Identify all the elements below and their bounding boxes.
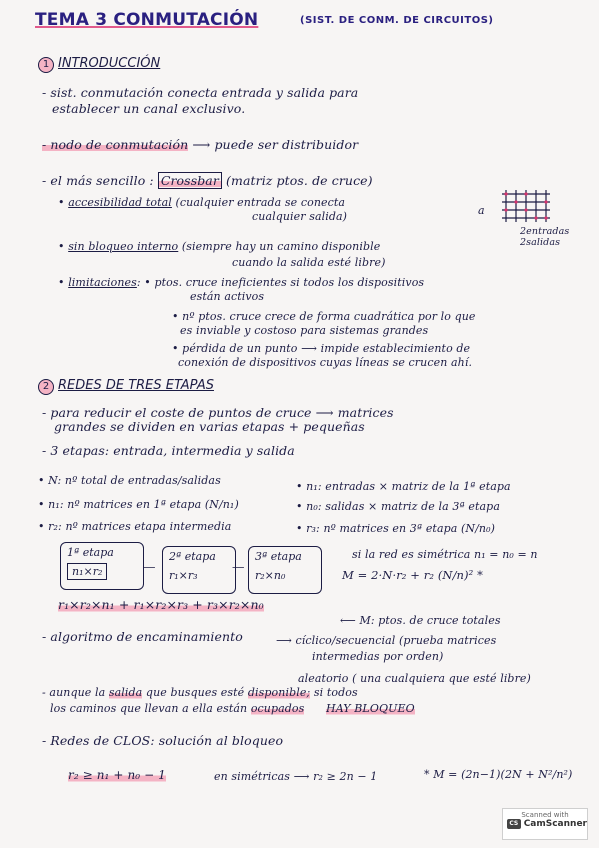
- definition: • N: nº total de entradas/salidas: [38, 474, 221, 487]
- text: (matriz ptos. de cruce): [226, 173, 373, 188]
- grid-caption: 2entradas 2salidas: [520, 226, 570, 248]
- camscanner-badge: [502, 808, 588, 840]
- highlight-text: disponible;: [247, 686, 311, 699]
- text-line: [42, 406, 394, 420]
- section-title: REDES DE TRES ETAPAS: [58, 378, 214, 393]
- crossbar-box: Crossbar: [158, 172, 222, 189]
- definition: • n₁: nº matrices en 1ª etapa (N/n₁): [38, 498, 239, 511]
- text-line: están activos: [190, 290, 265, 303]
- text: ⟶ matrices: [315, 405, 394, 420]
- section-1-heading: [38, 56, 160, 73]
- underlined-text: accesibilidad total: [68, 196, 172, 209]
- text: - el más sencillo :: [42, 173, 154, 188]
- bullet: • accesibilidad total (cualquier entrada se conecta: [58, 196, 346, 209]
- symmetric-note: si la red es simétrica n₁ = n₀ = n: [352, 548, 538, 561]
- underlined-text: sin bloqueo interno: [68, 240, 179, 253]
- highlight-text: HAY BLOQUEO: [326, 702, 415, 715]
- highlight-text: ocupados: [250, 702, 305, 715]
- camscanner-icon: CS: [507, 819, 521, 829]
- bullet: • sin bloqueo interno (siempre hay un camino disponible: [58, 240, 381, 253]
- text: los caminos que llevan a ella están: [50, 702, 248, 715]
- formula: en simétricas ⟶ r₂ ≥ 2n − 1: [214, 770, 378, 783]
- definition: • n₁: entradas × matriz de la 1ª etapa: [296, 480, 511, 493]
- text-line: [42, 630, 243, 644]
- highlight-text: r₂ ≥ n₁ + n₀ − 1: [68, 768, 166, 782]
- formula: [68, 768, 166, 782]
- definition: • r₂: nº matrices etapa intermedia: [38, 520, 232, 533]
- text-line: grandes se dividen en varias etapas + pequeñas: [54, 419, 365, 434]
- definition: • n₀: salidas × matriz de la 3ª etapa: [296, 500, 500, 513]
- crossbar-grid-icon: [500, 186, 552, 226]
- text: que busques esté: [145, 686, 245, 699]
- page-subtitle: (SIST. DE CONM. DE CIRCUITOS): [300, 15, 494, 26]
- scanner-caption: Scanned with: [521, 811, 569, 819]
- text-line: establecer un canal exclusivo.: [52, 101, 246, 116]
- stage-box-1: [60, 542, 144, 590]
- text: - para reducir el coste de puntos de cruce: [42, 405, 312, 420]
- bullet: • limitaciones: • ptos. cruce ineficientes si todos los dispositivos: [58, 276, 425, 289]
- connector: —: [143, 559, 156, 574]
- text-line: cuando la salida esté libre): [232, 256, 386, 269]
- text-line: [42, 686, 358, 699]
- text-line: conexión de dispositivos cuyas líneas se crucen ahí.: [178, 356, 473, 369]
- text-line: ⟵ M: ptos. de cruce totales: [340, 614, 501, 627]
- stage-box-2: [162, 546, 236, 594]
- stage-box-3: [248, 546, 322, 594]
- underlined-text: limitaciones: [68, 276, 137, 289]
- arrow-label: a: [478, 204, 485, 217]
- scanner-brand: [507, 819, 587, 829]
- text-line: [42, 138, 358, 152]
- scanner-brand-label: CamScanner: [523, 819, 587, 829]
- text-line: es inviable y costoso para sistemas grandes: [180, 324, 429, 337]
- text-line: [50, 702, 415, 715]
- section-number: 2: [38, 379, 54, 395]
- formula: * M = (2n−1)(2N + N²/n²): [424, 768, 573, 781]
- text: ⟶ puede ser distribuidor: [192, 137, 359, 152]
- stage-value: r₂×n₀: [255, 569, 286, 582]
- stage-title: 1ª etapa: [67, 546, 114, 559]
- highlight-text: r₁×r₂×n₁ + r₁×r₂×r₃ + r₃×r₂×n₀: [58, 597, 264, 612]
- connector: —: [232, 559, 245, 574]
- definition: • r₃: nº matrices en 3ª etapa (N/n₀): [296, 522, 496, 535]
- highlight-text: - nodo de conmutación: [42, 137, 189, 152]
- text-line: cualquier salida): [252, 210, 348, 223]
- text-line: • nº ptos. cruce crece de forma cuadrática por lo que: [172, 310, 476, 323]
- stage-value: r₁×r₃: [169, 569, 198, 582]
- stage-title: 3ª etapa: [255, 550, 302, 563]
- text: : • ptos. cruce ineficientes si todos los dispositivos: [136, 276, 425, 289]
- page-title: TEMA 3 CONMUTACIÓN: [35, 10, 259, 30]
- section-title: INTRODUCCIÓN: [58, 56, 161, 71]
- text: si todos: [313, 686, 358, 699]
- section-number: 1: [38, 57, 54, 73]
- stage-title: 2ª etapa: [169, 550, 216, 563]
- section-2-heading: [38, 378, 214, 395]
- text: - algoritmo de encaminamiento: [42, 629, 243, 644]
- text: (cualquier entrada se conecta: [175, 196, 346, 209]
- text: (siempre hay un camino disponible: [181, 240, 381, 253]
- highlight-text: salida: [108, 686, 143, 699]
- formula: M = 2·N·r₂ + r₂ (N/n)² *: [342, 568, 483, 582]
- text-line: - Redes de CLOS: solución al bloqueo: [42, 733, 284, 748]
- text-line: ⟶ cíclico/secuencial (prueba matrices: [276, 634, 497, 647]
- text-line: • pérdida de un punto ⟶ impide establecimiento de: [172, 342, 471, 355]
- text-line: - 3 etapas: entrada, intermedia y salida: [42, 443, 295, 458]
- stage-value: n₁×r₂: [67, 563, 107, 580]
- text-line: - sist. conmutación conecta entrada y salida para: [42, 85, 359, 100]
- text-line: intermedias por orden): [312, 650, 444, 663]
- text-line: [42, 174, 373, 188]
- sum-formula: [58, 598, 264, 612]
- text-line: aleatorio ( una cualquiera que esté libre): [298, 672, 531, 685]
- text: - aunque la: [42, 686, 106, 699]
